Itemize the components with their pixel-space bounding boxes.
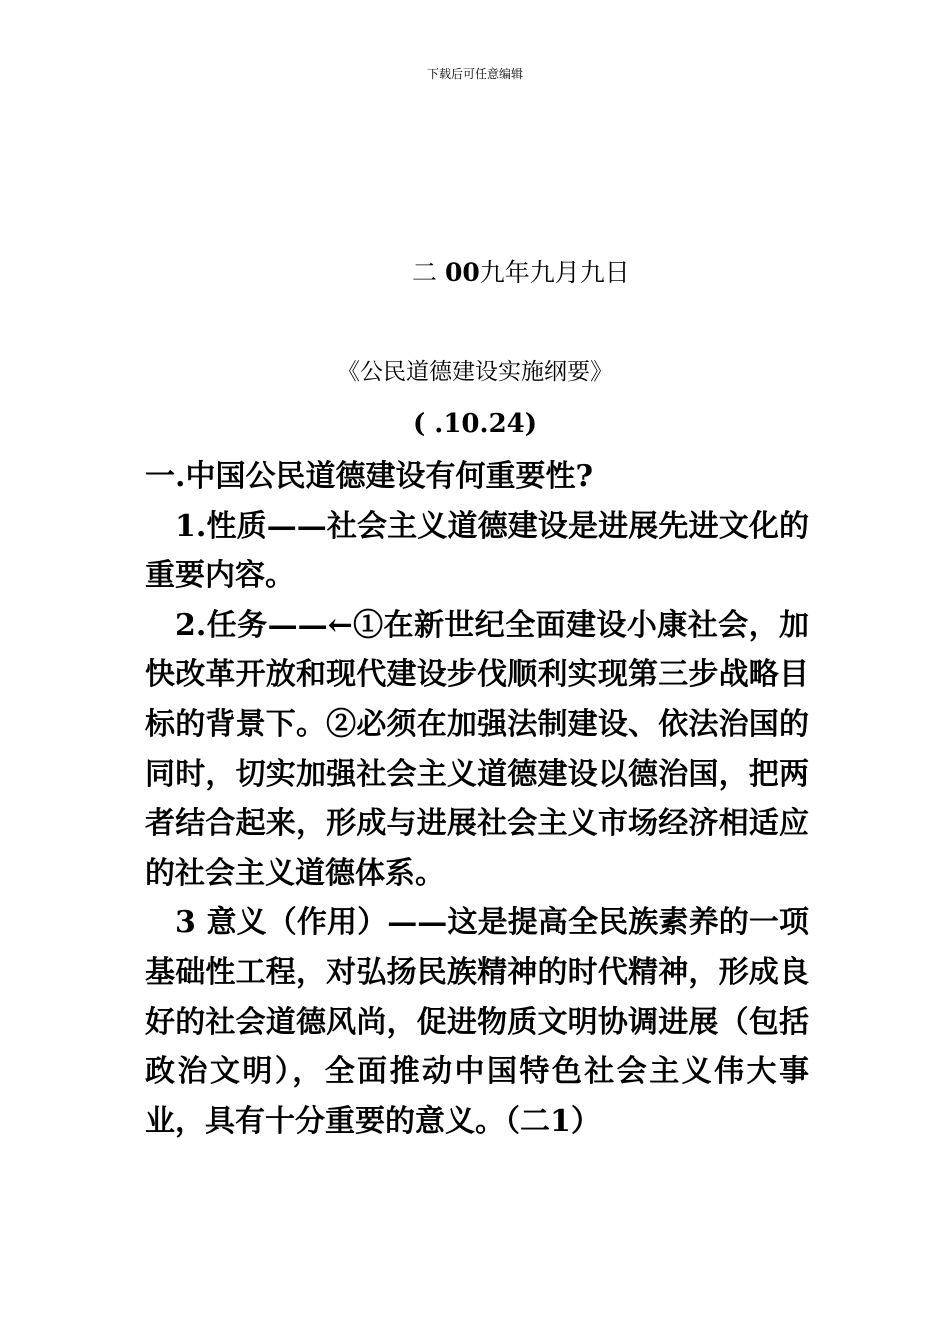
date-line <box>412 256 630 290</box>
document-title: 《公民道德建设实施纲要》 <box>337 359 613 385</box>
paragraph-nature: 1.性质——社会主义道德建设是进展先进文化的重要内容。 <box>145 508 809 594</box>
date-digits: 00 <box>444 258 480 287</box>
question-heading: 一.中国公民道德建设有何重要性? <box>145 459 594 494</box>
date-prefix: 二 <box>412 258 438 287</box>
header-note: 下载后可任意编辑 <box>426 67 523 81</box>
document-date: ( .10.24) <box>412 409 538 439</box>
body-text <box>145 452 809 1146</box>
paragraph-significance: 3 意义（作用）——这是提高全民族素养的一项基础性工程，对弘扬民族精神的时代精神，形成良好的社会道德风尚，促进物质文明协调进展（包括政治文明），全面推动中国特色社会主义伟大事业，具有十分重要的意义。（二1） <box>145 905 809 1139</box>
date-suffix: 九年九月九日 <box>479 258 630 287</box>
paragraph-task: 2.任务——←①在新世纪全面建设小康社会，加快改革开放和现代建设步伐顺利实现第三步战略目标的背景下。②必须在加强法制建设、依法治国的同时，切实加强社会主义道德建设以德治国，把两者结合起来，形成与进展社会主义市场经济相适应的社会主义道德体系。 <box>145 607 809 891</box>
